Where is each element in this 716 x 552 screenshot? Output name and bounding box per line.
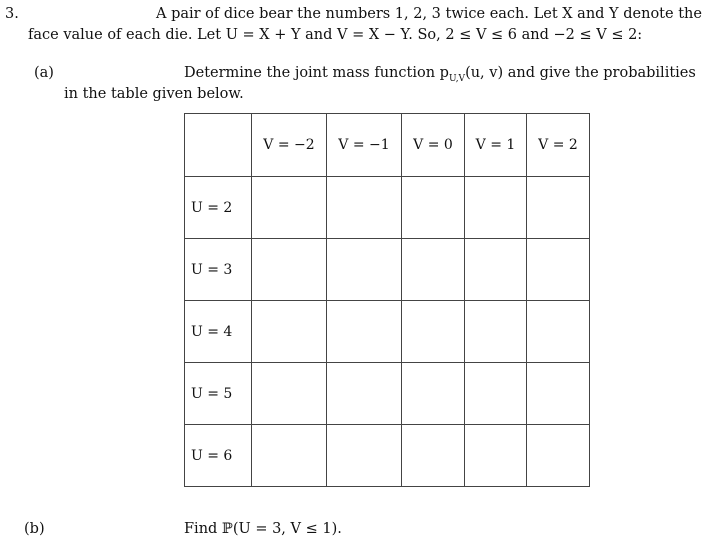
table-row: [185, 363, 590, 425]
problem-line-2: face value of each die. Let U = X + Y and V = X − Y. So, 2 ≤ V ≤ 6 and −2 ≤ V ≤ 2:: [28, 27, 643, 43]
row-header: U = 3: [185, 239, 252, 301]
column-header: V = 1: [465, 114, 527, 177]
table-cell[interactable]: [465, 363, 527, 425]
table-cell[interactable]: [252, 301, 327, 363]
table-cell[interactable]: [527, 177, 590, 239]
problem-number: 3.: [5, 6, 19, 22]
table-cell[interactable]: [402, 301, 465, 363]
table-cell[interactable]: [327, 425, 402, 487]
table-header-row: [185, 114, 590, 177]
part-a-subscript: U,V: [448, 73, 466, 84]
table-row: [185, 239, 590, 301]
table-cell[interactable]: [527, 363, 590, 425]
part-a-line-1: [184, 65, 696, 84]
table-cell[interactable]: [402, 239, 465, 301]
table-row: [185, 301, 590, 363]
column-header: V = 0: [402, 114, 465, 177]
table-cell[interactable]: [252, 177, 327, 239]
column-header: V = −1: [327, 114, 402, 177]
problem-line-1: A pair of dice bear the numbers 1, 2, 3 twice each. Let X and Y denote the: [156, 6, 702, 22]
table-cell[interactable]: [465, 177, 527, 239]
table-cell[interactable]: [465, 301, 527, 363]
row-header: U = 5: [185, 363, 252, 425]
table-cell[interactable]: [252, 425, 327, 487]
table-cell[interactable]: [402, 425, 465, 487]
table-cell[interactable]: [465, 239, 527, 301]
joint-pmf-table: [184, 113, 590, 487]
column-header: V = 2: [527, 114, 590, 177]
part-b-label: (b): [24, 521, 45, 537]
table-corner-cell: [185, 114, 252, 177]
part-a-text: Determine the joint mass function p: [184, 65, 449, 81]
table-cell[interactable]: [527, 425, 590, 487]
table-row: [185, 425, 590, 487]
table-cell[interactable]: [402, 363, 465, 425]
table-cell[interactable]: [252, 363, 327, 425]
row-header: U = 4: [185, 301, 252, 363]
table-cell[interactable]: [252, 239, 327, 301]
table-cell[interactable]: [327, 301, 402, 363]
table-cell[interactable]: [327, 363, 402, 425]
part-b-text: Find ℙ(U = 3, V ≤ 1).: [184, 521, 342, 537]
row-header: U = 2: [185, 177, 252, 239]
table-cell[interactable]: [327, 177, 402, 239]
part-a-text-rest: (u, v) and give the probabilities: [465, 65, 696, 81]
part-a-line-2: in the table given below.: [64, 86, 244, 102]
part-a-label: (a): [34, 65, 54, 81]
table-cell[interactable]: [527, 239, 590, 301]
table-cell[interactable]: [527, 301, 590, 363]
table-cell[interactable]: [465, 425, 527, 487]
table-cell[interactable]: [402, 177, 465, 239]
table-cell[interactable]: [327, 239, 402, 301]
row-header: U = 6: [185, 425, 252, 487]
table-row: [185, 177, 590, 239]
column-header: V = −2: [252, 114, 327, 177]
